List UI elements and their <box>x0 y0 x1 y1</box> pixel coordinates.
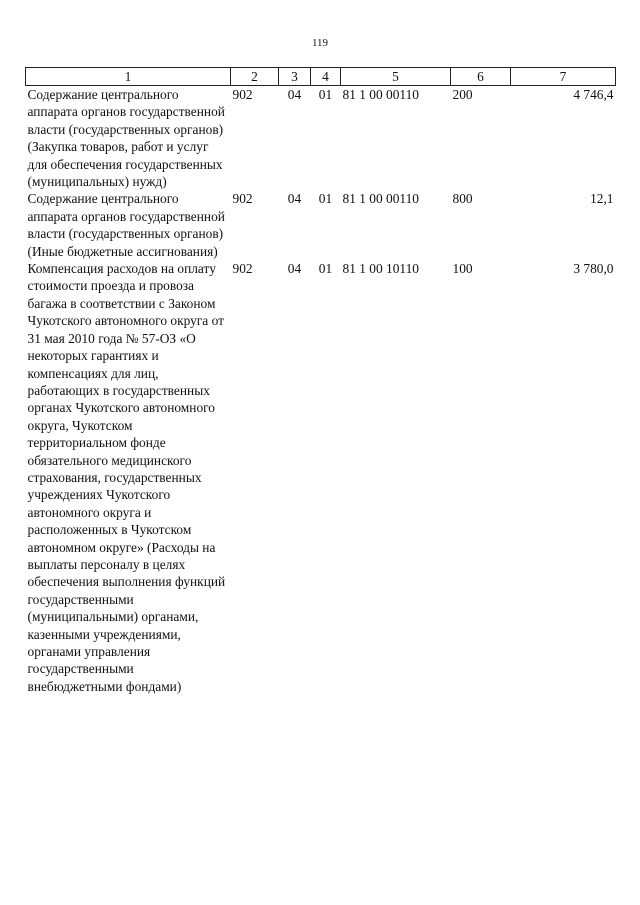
row-target-article: 81 1 00 10110 <box>342 261 419 277</box>
row-section: 04 <box>287 191 302 207</box>
table-row <box>26 260 616 695</box>
row-target-article: 81 1 00 00110 <box>342 87 419 102</box>
row-sum: 4 746,4 <box>573 87 614 102</box>
row-section: 04 <box>287 87 302 102</box>
row-sum: 12,1 <box>590 191 614 207</box>
table-header-row <box>26 68 616 86</box>
row-subsection: 01 <box>318 87 333 102</box>
row-subsection: 01 <box>318 261 333 277</box>
row-target-article: 81 1 00 00110 <box>342 191 419 207</box>
row-sum: 3 780,0 <box>573 261 614 277</box>
row-expense-type: 800 <box>452 191 473 207</box>
column-header-name: 1 <box>26 68 231 86</box>
row-expense-type: 100 <box>452 261 473 277</box>
table-row <box>26 190 616 260</box>
column-header-target-article: 5 <box>341 68 451 86</box>
row-name: Компенсация расходов на оплату стоимости проезда и провоза багажа в соответствии с Законом Чукотского автономного округа от 31 мая 2010 года № 57-ОЗ «О некоторых гарантиях и компенсациях для лиц, работающих в государственных органах Чукотского автономного округа, Чукотском территориальном фонде обязательного медицинского страхования, государственных учреждениях Чукотского автономного округа и расположенных в Чукотском автономном округе» (Расходы на выплаты персоналу в целях обеспечения выполнения функций государственными (муниципальными) органами, казенными учреждениями, органами управления государственными внебюджетными фондами) <box>27 261 226 694</box>
budget-table <box>25 67 616 695</box>
row-expense-type: 200 <box>452 87 473 102</box>
row-subsection: 01 <box>318 191 333 207</box>
row-grbs: 902 <box>232 87 253 102</box>
row-grbs: 902 <box>232 261 253 277</box>
row-name: Содержание центрального аппарата органов государственной власти (государственных органов) (Закупка товаров, работ и услуг для обеспечения государственных (муниципальных) нужд) <box>27 87 225 190</box>
page-number: 119 <box>311 37 329 49</box>
column-header-grbs: 2 <box>231 68 279 86</box>
table-row <box>26 86 616 191</box>
row-section: 04 <box>287 261 302 277</box>
column-header-sum: 7 <box>511 68 616 86</box>
column-header-section: 3 <box>279 68 311 86</box>
column-header-expense-type: 6 <box>451 68 511 86</box>
row-grbs: 902 <box>232 191 253 207</box>
column-header-subsection: 4 <box>311 68 341 86</box>
row-name: Содержание центрального аппарата органов государственной власти (государственных органов) (Иные бюджетные ассигнования) <box>27 191 225 259</box>
